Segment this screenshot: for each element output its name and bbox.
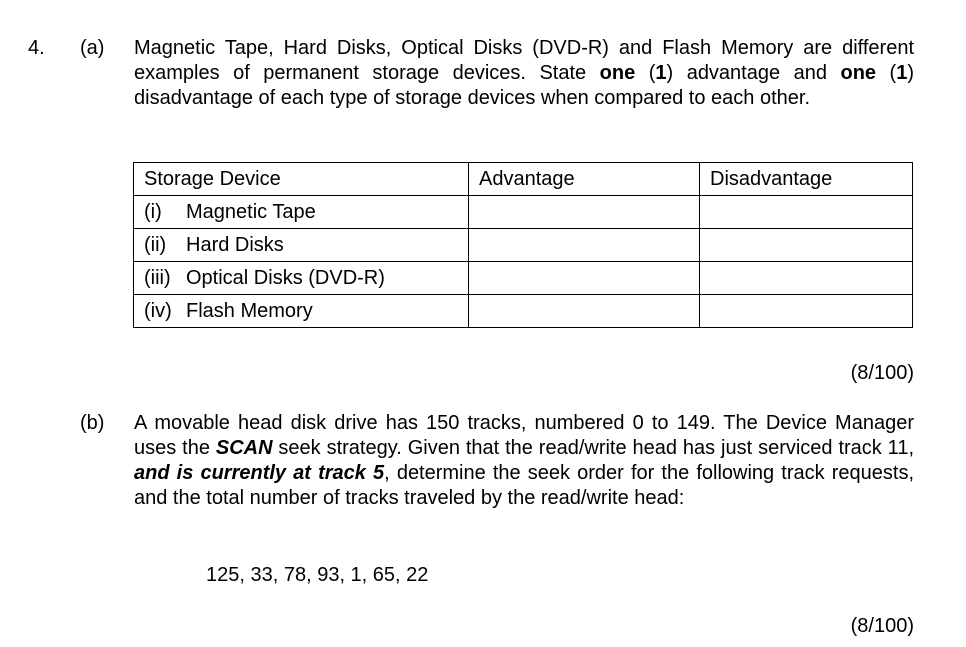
device-name: Magnetic Tape — [186, 201, 316, 223]
storage-devices-table — [133, 162, 913, 328]
track-requests: 125, 33, 78, 93, 1, 65, 22 — [206, 564, 429, 586]
device-name: Optical Disks (DVD-R) — [186, 267, 385, 289]
scan-emphasis: SCAN — [215, 437, 273, 459]
table-row — [134, 196, 913, 229]
part-a-emphasis-one: one — [599, 62, 636, 84]
part-a-text-segment: ) disadvantage of each type of storage devices when compared to each other. — [134, 62, 915, 109]
part-a-emphasis-one: one — [840, 62, 877, 84]
part-a-text-segment: ) advantage and — [666, 62, 841, 84]
part-a-label: (a) — [80, 37, 105, 59]
table-row — [134, 295, 913, 328]
device-cell — [134, 196, 469, 229]
part-b-text-segment: , determine the seek order for the following track requests, and the total number of tracks traveled by the read/write head: — [134, 462, 915, 509]
table-row — [134, 262, 913, 295]
advantage-cell — [469, 196, 700, 229]
device-cell — [134, 229, 469, 262]
part-b-label: (b) — [80, 412, 105, 434]
advantage-cell — [469, 295, 700, 328]
part-a-text-segment: ( — [876, 62, 897, 84]
device-name: Hard Disks — [186, 234, 284, 256]
device-cell — [134, 295, 469, 328]
disadvantage-cell — [700, 229, 913, 262]
part-b-text-segment: seek strategy. Given that the read/write head has just serviced track 11, — [272, 437, 914, 459]
part-a-text-segment: ( — [635, 62, 656, 84]
part-a-emphasis-1: 1 — [896, 62, 908, 84]
part-a-emphasis-1: 1 — [655, 62, 667, 84]
row-number: (i) — [144, 201, 162, 223]
table-header-row — [134, 163, 913, 196]
part-b-marks: (8/100) — [850, 615, 914, 637]
part-a-question-text — [134, 36, 914, 111]
header-disadvantage: Disadvantage — [700, 163, 913, 196]
part-a-text-segment: Magnetic Tape, Hard Disks, Optical Disks (DVD-R) and Flash Memory are different examples of permanent storage devices. State — [134, 37, 914, 84]
part-b-text-segment: A movable head disk drive has 150 tracks, numbered 0 to 149. The Device Manager uses the — [134, 412, 914, 459]
disadvantage-cell — [700, 196, 913, 229]
header-storage-device: Storage Device — [134, 163, 469, 196]
table-row — [134, 229, 913, 262]
row-number: (iv) — [144, 300, 172, 322]
part-b-question-text — [134, 411, 914, 511]
advantage-cell — [469, 262, 700, 295]
disadvantage-cell — [700, 295, 913, 328]
part-a-marks: (8/100) — [850, 362, 914, 384]
question-number: 4. — [28, 37, 45, 59]
advantage-cell — [469, 229, 700, 262]
current-track-emphasis: and is currently at track 5 — [134, 462, 385, 484]
device-name: Flash Memory — [186, 300, 313, 322]
device-cell — [134, 262, 469, 295]
row-number: (ii) — [144, 234, 167, 256]
row-number: (iii) — [144, 267, 171, 289]
disadvantage-cell — [700, 262, 913, 295]
header-advantage: Advantage — [469, 163, 700, 196]
